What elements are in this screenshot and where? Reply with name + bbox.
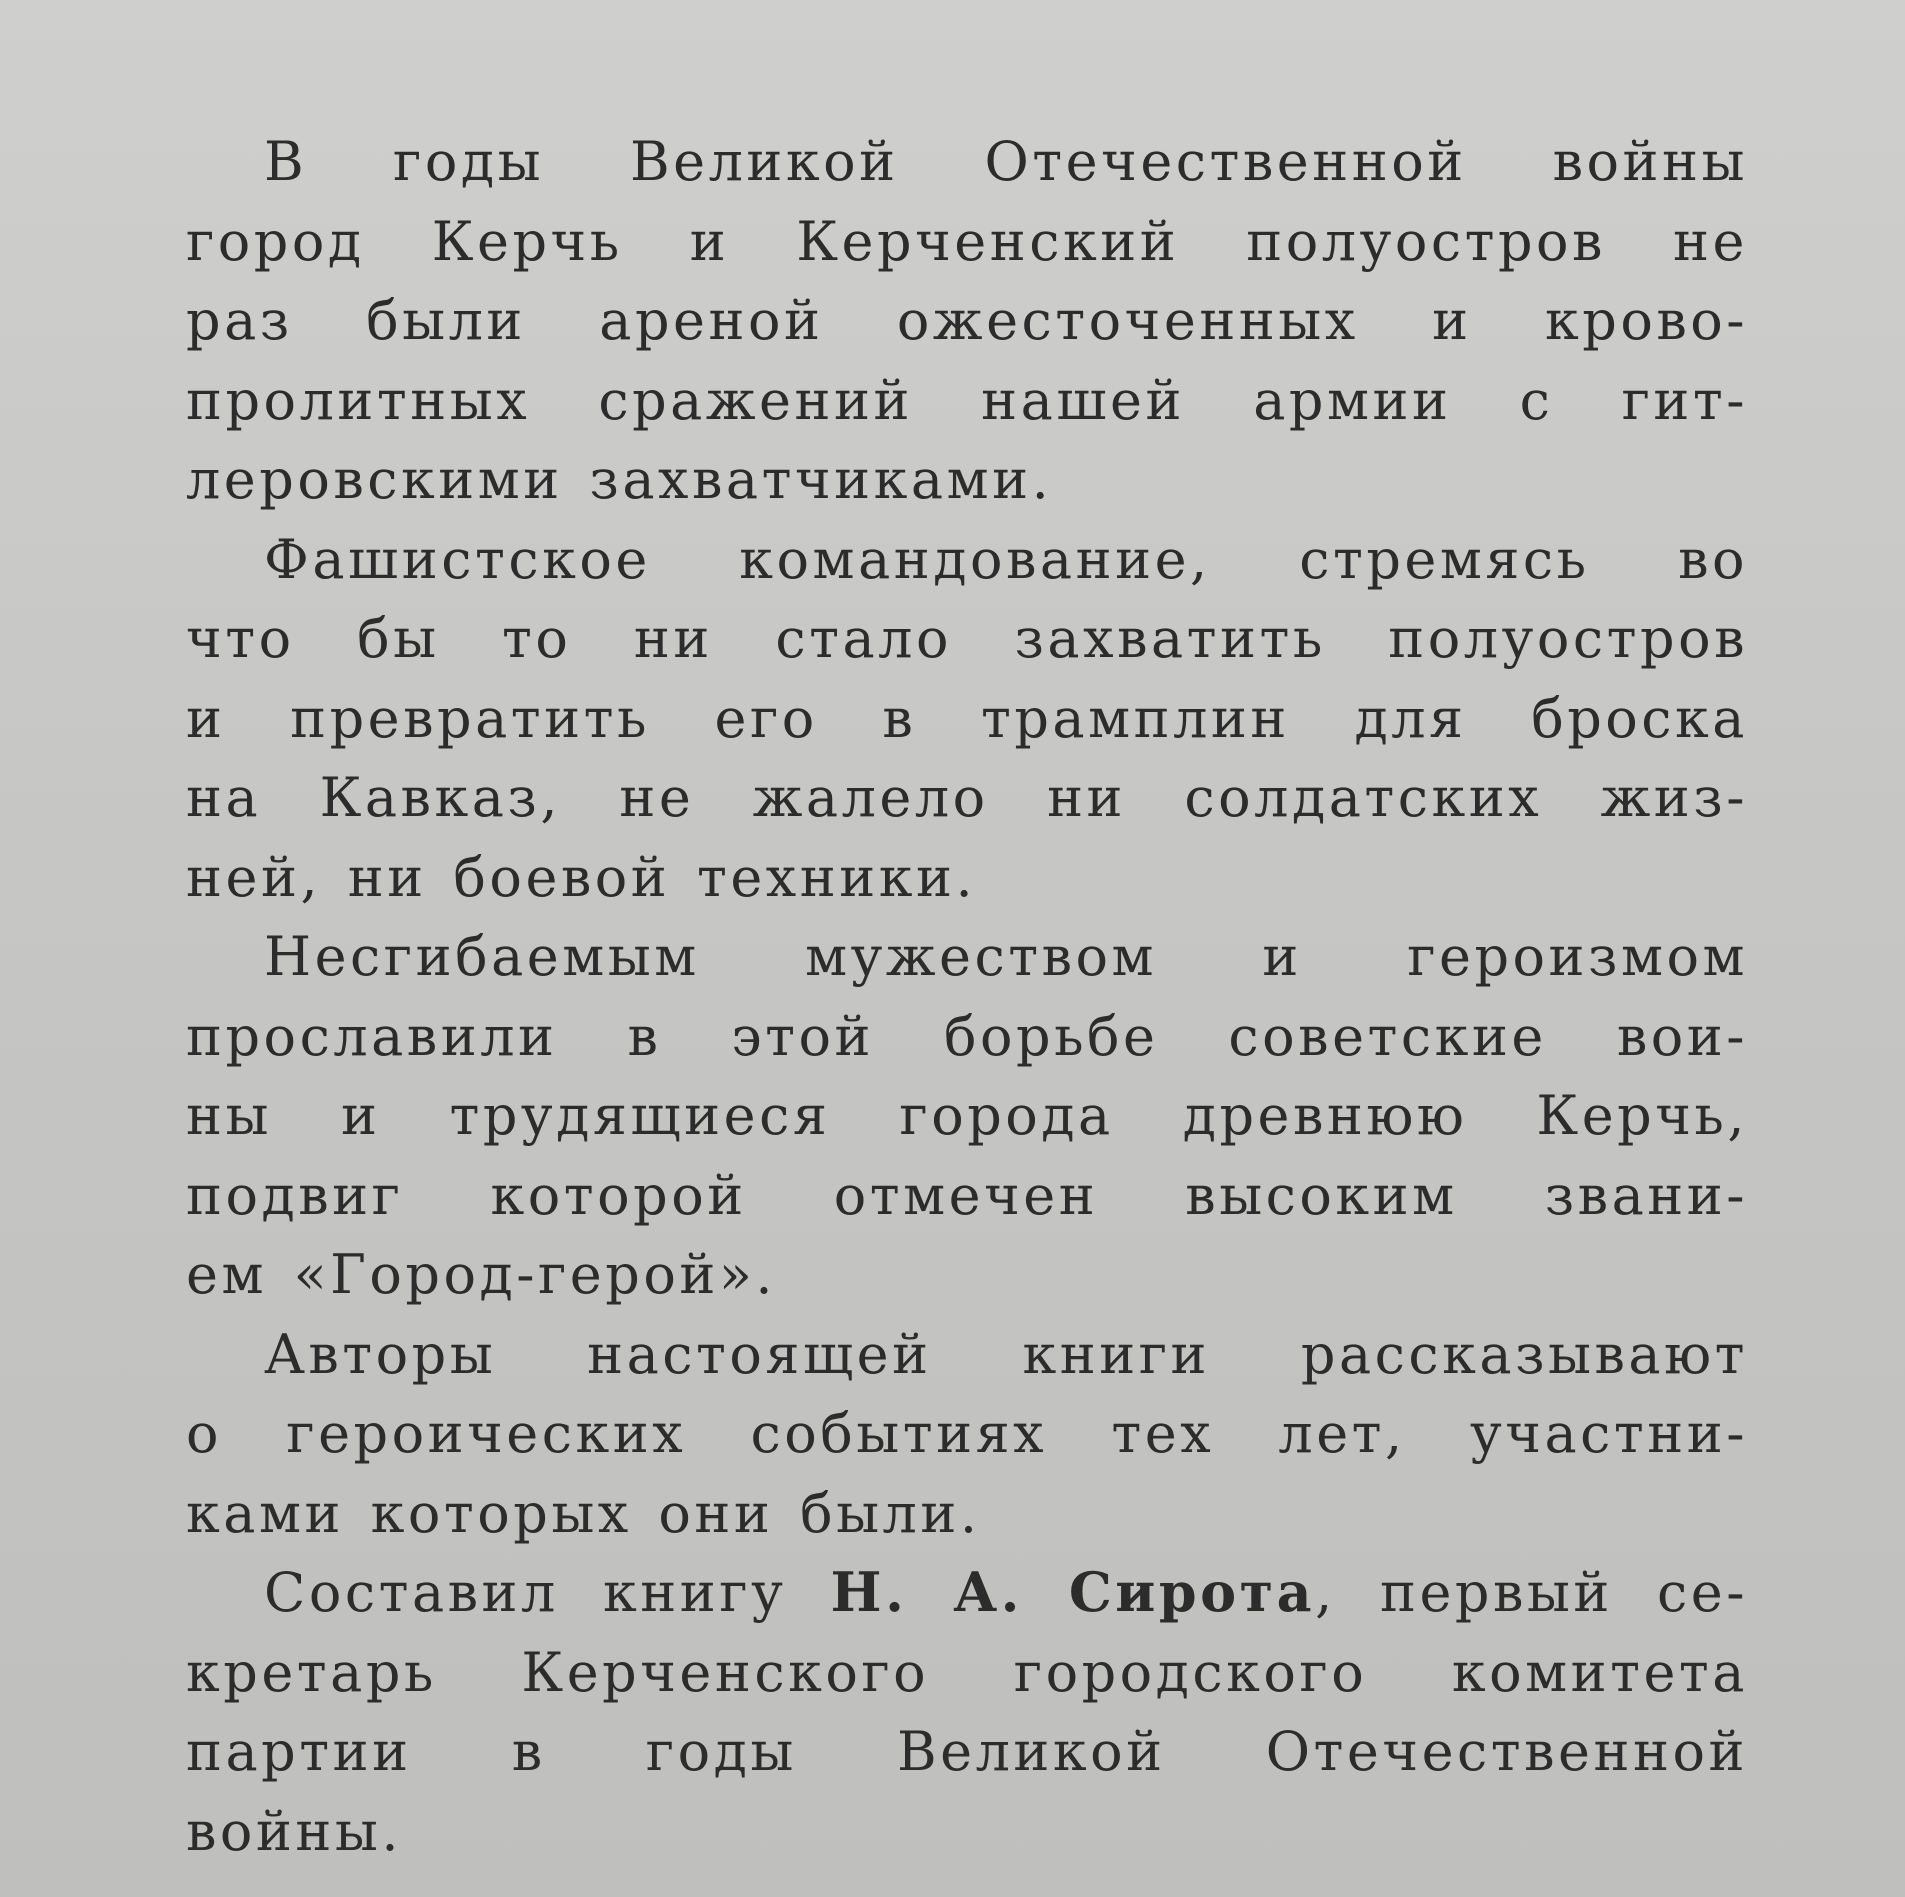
compiler-name: Н. А. Сирота xyxy=(830,1560,1316,1624)
text-line: В годы Великой Отечественной войны xyxy=(264,130,1748,193)
paragraph-4 xyxy=(108,1315,1748,1554)
text-line: кретарь Керченского городского комитета xyxy=(186,1640,1748,1704)
compiler-role: , первый се- xyxy=(1315,1561,1748,1624)
text-line: пролитных сражений нашей армии с гит- xyxy=(186,368,1748,432)
text-line: прославили в этой борьбе советские вои- xyxy=(186,1004,1748,1068)
text-line xyxy=(108,1553,1748,1633)
text-line: и превратить его в трамплин для броска xyxy=(186,686,1748,750)
text-line: о героических событиях тех лет, участни- xyxy=(186,1402,1748,1465)
text-line: раз были ареной ожесточенных и крово- xyxy=(186,289,1748,352)
text-line: город Керчь и Керченский полуостров не xyxy=(186,209,1748,273)
text-line: войны. xyxy=(186,1799,403,1863)
paragraph-3 xyxy=(108,917,1748,1315)
compiler-intro: Составил книгу xyxy=(264,1561,831,1624)
text-line: ней, ни боевой техники. xyxy=(186,845,977,909)
text-line: партии в годы Великой Отечественной xyxy=(186,1720,1748,1783)
text-line: на Кавказ, не жалело ни солдатских жиз- xyxy=(186,766,1748,829)
paragraph-5 xyxy=(108,1553,1748,1871)
annotation-text xyxy=(108,122,1748,1871)
text-line: Авторы настоящей книги рассказывают xyxy=(264,1322,1748,1386)
text-line: ны и трудящиеся города древнюю Керчь, xyxy=(186,1084,1748,1147)
text-line: что бы то ни стало захватить полуостров xyxy=(186,607,1748,670)
text-line: ем «Город-герой». xyxy=(186,1243,777,1306)
text-line: подвиг которой отмечен высоким звани- xyxy=(186,1163,1748,1227)
paragraph-2 xyxy=(108,520,1748,918)
text-line: Фашистское командование, стремясь во xyxy=(264,527,1748,591)
paragraph-1 xyxy=(108,122,1748,520)
text-line: леровскими захватчиками. xyxy=(186,448,1053,511)
text-line: ками которых они были. xyxy=(186,1481,981,1545)
text-line: Несгибаемым мужеством и героизмом xyxy=(264,925,1748,988)
